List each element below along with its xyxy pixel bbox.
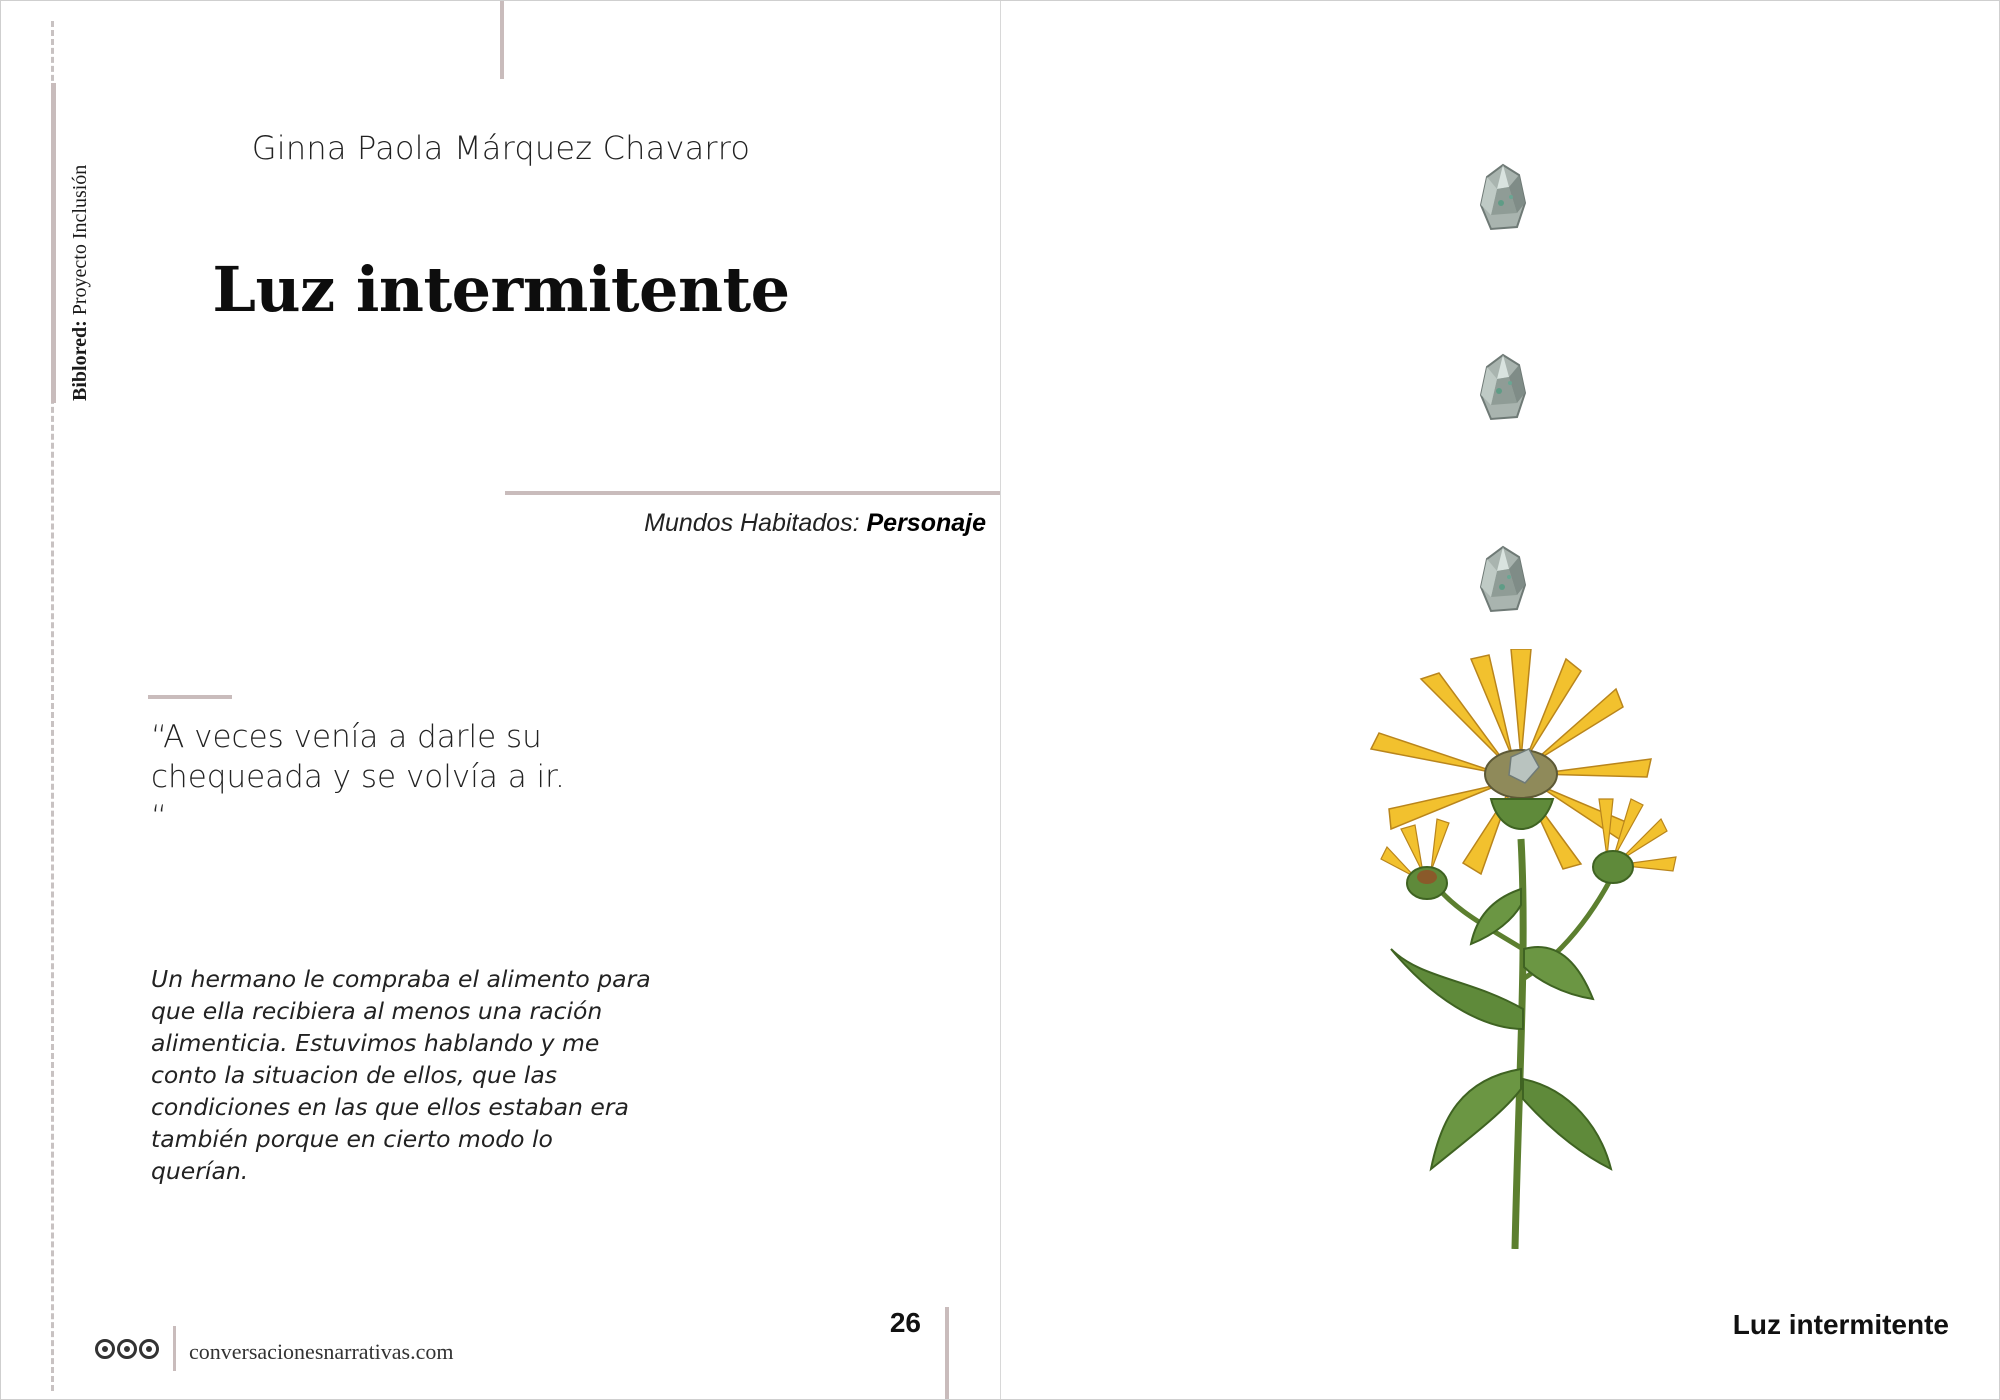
- pull-quote-line: “A veces venía a darle su: [151, 719, 542, 755]
- excerpt-line: alimenticia. Estuvimos hablando y me: [151, 1029, 600, 1057]
- pull-quote-line: chequeada y se volvía a ir. “: [151, 759, 565, 835]
- footer-separator: [173, 1326, 176, 1371]
- side-label-text: Proyecto Inclusión: [69, 164, 91, 321]
- side-label-bold: Biblored:: [69, 320, 91, 401]
- creative-commons-icon: [95, 1339, 159, 1365]
- author-name: Ginna Paola Márquez Chavarro: [251, 129, 751, 167]
- excerpt-line: condiciones en las que ellos estaban era: [151, 1093, 629, 1121]
- side-label: [69, 101, 109, 401]
- category-label: Mundos Habitados:: [644, 509, 867, 537]
- quote-rule: [148, 695, 232, 699]
- excerpt-line: conto la situacion de ellos, que las: [151, 1061, 557, 1089]
- cc-circle-icon: [139, 1339, 159, 1359]
- category-value: Personaje: [866, 509, 986, 537]
- left-page: [1, 1, 1001, 1399]
- crystal-icon: [1473, 353, 1533, 423]
- excerpt-line: Un hermano le compraba el alimento para: [151, 965, 651, 993]
- pull-quote: [151, 717, 571, 837]
- website-link[interactable]: conversacionesnarrativas.com: [189, 1339, 454, 1364]
- excerpt-line: también porque en cierto modo lo querían.: [151, 1125, 553, 1185]
- running-title: Luz intermitente: [1732, 1309, 1949, 1340]
- excerpt-paragraph: [151, 963, 651, 1187]
- page-title: Luz intermitente: [212, 253, 790, 326]
- right-page: [1001, 1, 1999, 1399]
- category-line: [521, 509, 986, 538]
- crystal-icon: [1473, 545, 1533, 615]
- arnica-flower-illustration: [1331, 649, 1731, 1249]
- crystal-icon: [1473, 163, 1533, 233]
- page-number-rule: [945, 1307, 949, 1399]
- side-accent-bar: [51, 83, 56, 403]
- section-rule: [505, 491, 1000, 495]
- page-number: 26: [889, 1307, 921, 1338]
- top-rule: [500, 1, 504, 79]
- cc-circle-icon: [117, 1339, 137, 1359]
- cc-circle-icon: [95, 1339, 115, 1359]
- excerpt-line: que ella recibiera al menos una ración: [151, 997, 603, 1025]
